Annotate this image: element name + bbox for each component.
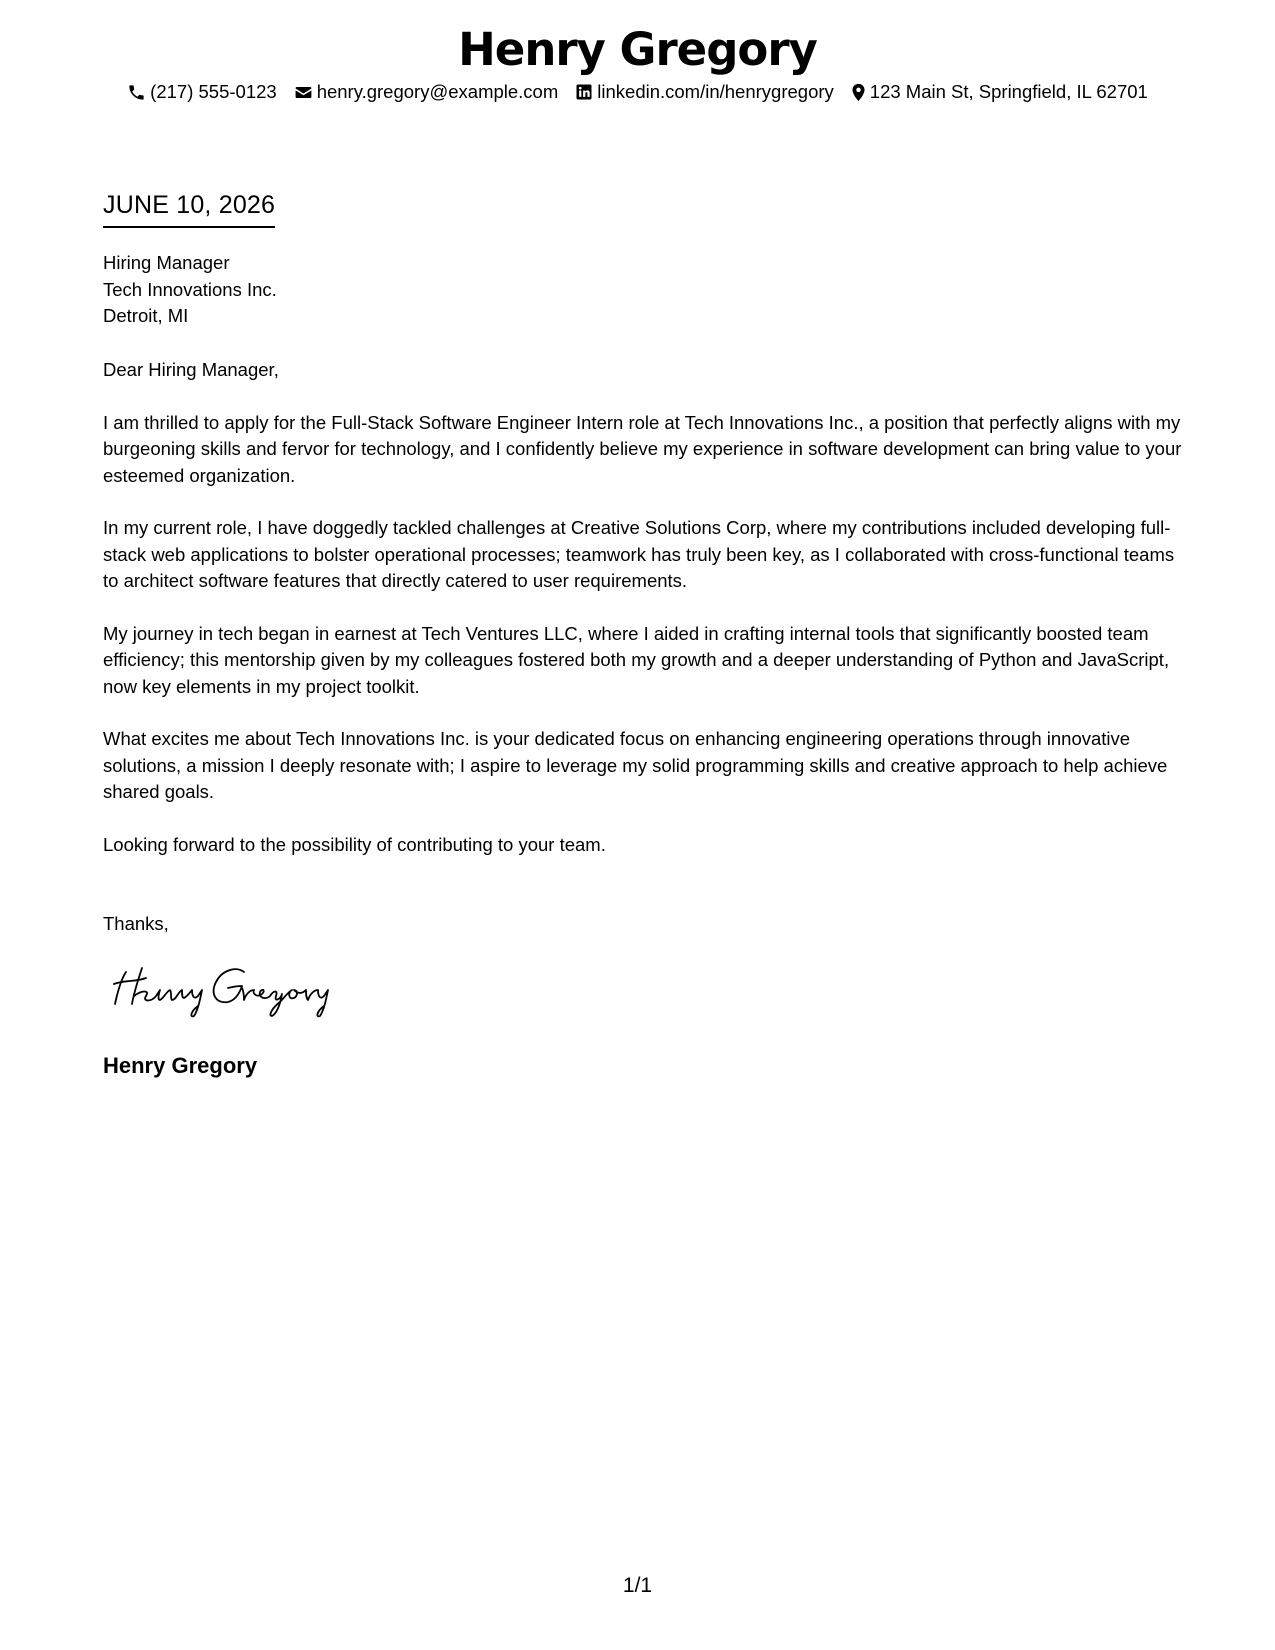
body-paragraph: Looking forward to the possibility of contributing to your team. (103, 833, 606, 855)
signer-name: Henry Gregory (103, 1053, 258, 1078)
contact-address (851, 80, 1148, 104)
phone-icon (127, 83, 146, 102)
contact-phone (127, 80, 277, 104)
linkedin-icon (575, 83, 593, 101)
linkedin-url: linkedin.com/in/henrygregory (597, 81, 834, 102)
body-paragraph: I am thrilled to apply for the Full-Stack Software Engineer Intern role at Tech Innovations Inc., a position that perfectly aligns with my burgeoning skills and fervor for technology, and I confidently believe my experience in software development can bring value to your esteemed organization. (103, 411, 1182, 486)
recipient-block (103, 250, 277, 330)
handwritten-signature (112, 960, 352, 1020)
contact-info-bar (0, 80, 1275, 104)
body-paragraph: What excites me about Tech Innovations Inc. is your dedicated focus on enhancing engineering operations through innovative solutions, a mission I deeply resonate with; I aspire to leverage my solid programming skills and creative approach to help achieve shared goals. (103, 728, 1168, 802)
phone-number: (217) 555-0123 (150, 81, 277, 102)
closing-line: Thanks, (103, 913, 169, 934)
body-paragraph: In my current role, I have doggedly tackled challenges at Creative Solutions Corp, where my contributions included developing full-stack web applications to bolster operational processes; teamwork has truly been key, as I collaborated with cross-functional teams to architect software features that directly catered to user requirements. (103, 517, 1175, 591)
contact-linkedin[interactable] (575, 80, 834, 104)
street-address: 123 Main St, Springfield, IL 62701 (869, 81, 1148, 102)
letter-body (103, 357, 1183, 884)
recipient-company: Tech Innovations Inc. (103, 278, 277, 300)
envelope-icon (294, 83, 313, 102)
recipient-title: Hiring Manager (103, 252, 230, 273)
page-indicator: 1/1 (622, 1574, 653, 1597)
body-paragraph: My journey in tech began in earnest at Tech Ventures LLC, where I aided in crafting internal tools that significantly boosted team efficiency; this mentorship given by my colleagues fostered both my growth and a deeper understanding of Python and JavaScript, now key elements in my project toolkit. (103, 622, 1170, 697)
recipient-location: Detroit, MI (103, 305, 189, 326)
letter-date: JUNE 10, 2026 (103, 189, 275, 228)
email-address: henry.gregory@example.com (316, 81, 559, 102)
applicant-name-heading: Henry Gregory (458, 23, 817, 76)
map-marker-icon (851, 83, 866, 102)
salutation: Dear Hiring Manager, (103, 359, 279, 380)
contact-email[interactable] (294, 80, 559, 104)
